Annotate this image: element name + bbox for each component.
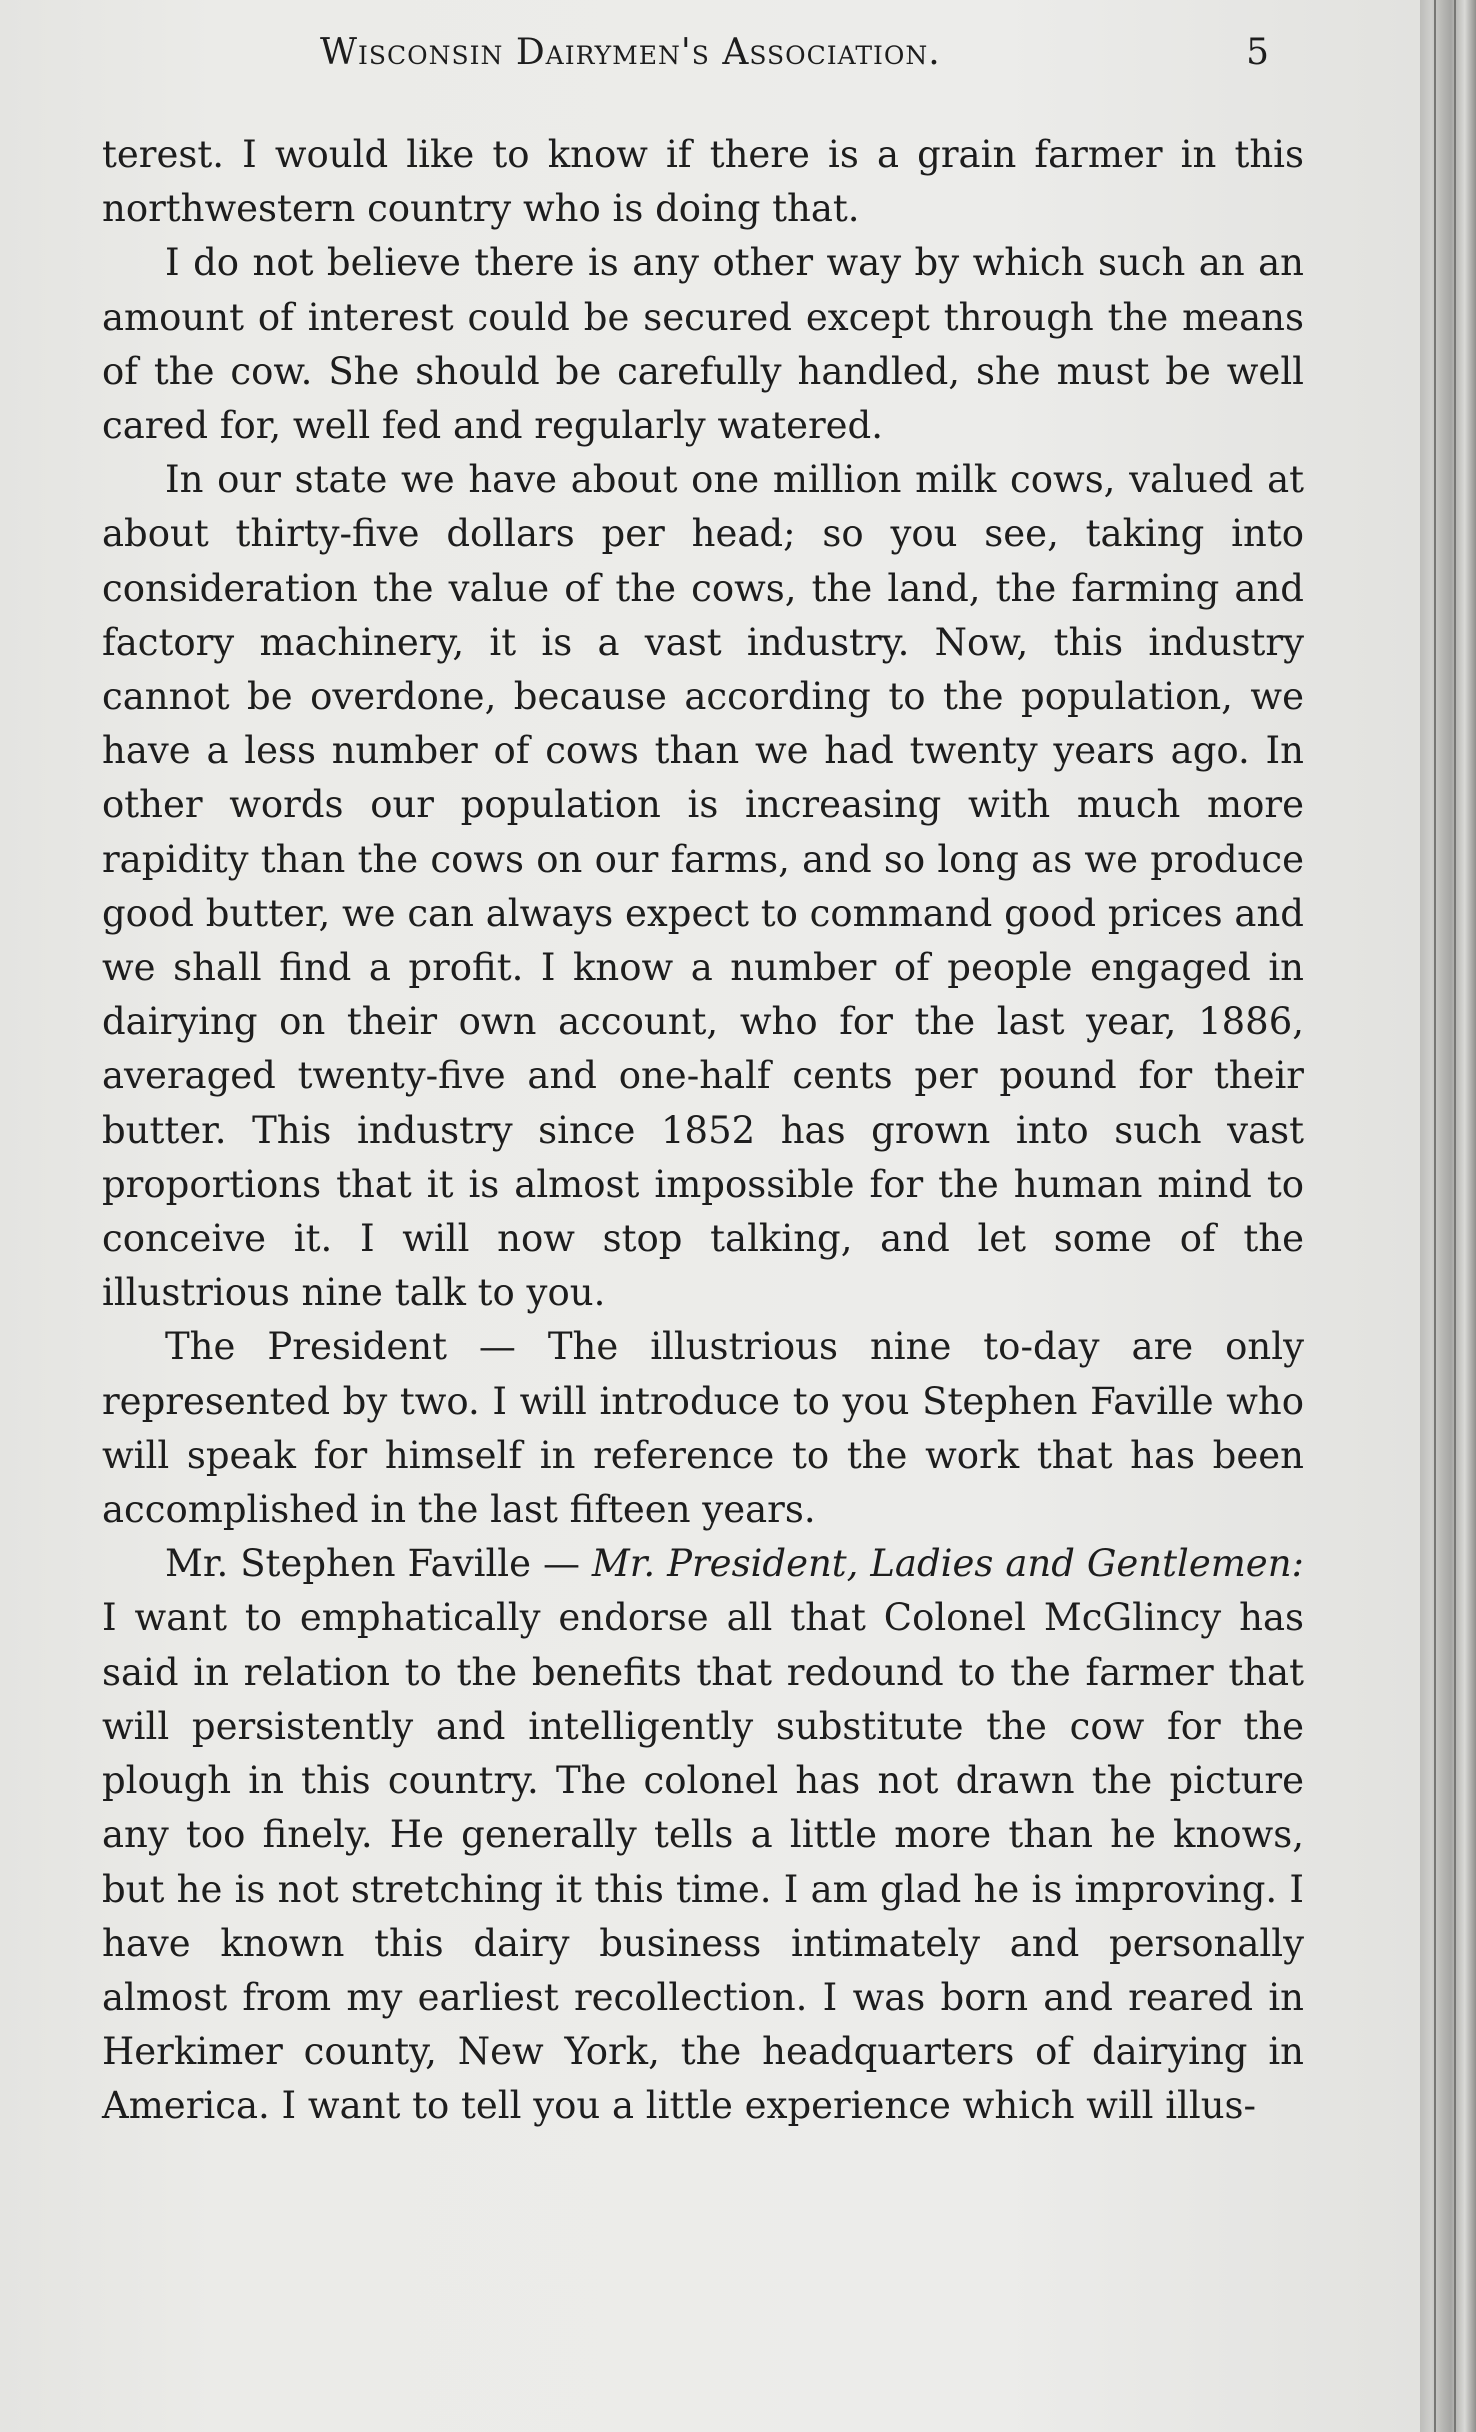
speech-paragraph xyxy=(102,1537,1304,2133)
running-title: Wisconsin Dairymen's Association. xyxy=(320,32,941,73)
paragraph-text: I want to emphatically endorse all that Colonel McGlincy has said in relation to the benefits that redound to the farmer that will persistently and intelligently substitute the cow for the plough in this country. The colonel has not drawn the picture any too finely. He generally tells a little more than he knows, but he is not stretching it this time. I am glad he is improving. I have known this dairy business intimately and personally almost from my earliest recollection. I was born and reared in Herkimer county, New York, the headquarters of dairying in America. I want to tell you a little experience which will illus- xyxy=(102,1596,1304,2128)
page-number: 5 xyxy=(1246,32,1270,73)
page-edge-line xyxy=(1454,0,1456,2432)
salutation: Mr. President, Ladies and Gentlemen: xyxy=(591,1542,1304,1586)
paragraph xyxy=(102,453,1304,1320)
speaker-name: The President xyxy=(165,1325,447,1369)
paragraph xyxy=(102,236,1304,453)
running-header xyxy=(320,32,1270,82)
speaker-dash: — xyxy=(446,1325,548,1369)
page-edge-shadow xyxy=(1420,0,1476,2432)
paragraph-text: In our state we have about one million milk cows, valued at about thirty-five dollars per head; so you see, taking into consideration the value of the cows, the land, the farming and factory machinery, it is a vast industry. Now, this industry cannot be overdone, because according to the population, we have a less number of cows than we had twenty years ago. In other words our population is increasing with much more rapidity than the cows on our farms, and so long as we produce good butter, we can always expect to command good prices and we shall find a profit. I know a number of people engaged in dairying on their own account, who for the last year, 1886, averaged twenty-five and one-half cents per pound for their butter. This industry since 1852 has grown into such vast proportions that it is almost impossible for the human mind to conceive it. I will now stop talking, and let some of the illustrious nine talk to you. xyxy=(102,458,1304,1315)
paragraph xyxy=(102,128,1304,236)
body-text xyxy=(102,128,1304,2134)
paragraph-text: I do not believe there is any other way by which such an an amount of interest could be secured except through the means of the cow. She should be carefully handled, she must be well cared for, well fed and regularly watered. xyxy=(102,241,1304,448)
paragraph-text: terest. I would like to know if there is a grain farmer in this northwestern country who is doing that. xyxy=(102,133,1304,231)
speaker-dash: — xyxy=(531,1542,592,1586)
paragraph-text: The illustrious nine to-day are only represented by two. I will introduce to you Stephen Faville who will speak for himself in reference to the work that has been accomplished in the last fifteen years. xyxy=(102,1325,1304,1532)
speaker-name: Mr. Stephen Faville xyxy=(165,1542,532,1586)
speech-paragraph xyxy=(102,1320,1304,1537)
page-edge-line xyxy=(1434,0,1436,2432)
